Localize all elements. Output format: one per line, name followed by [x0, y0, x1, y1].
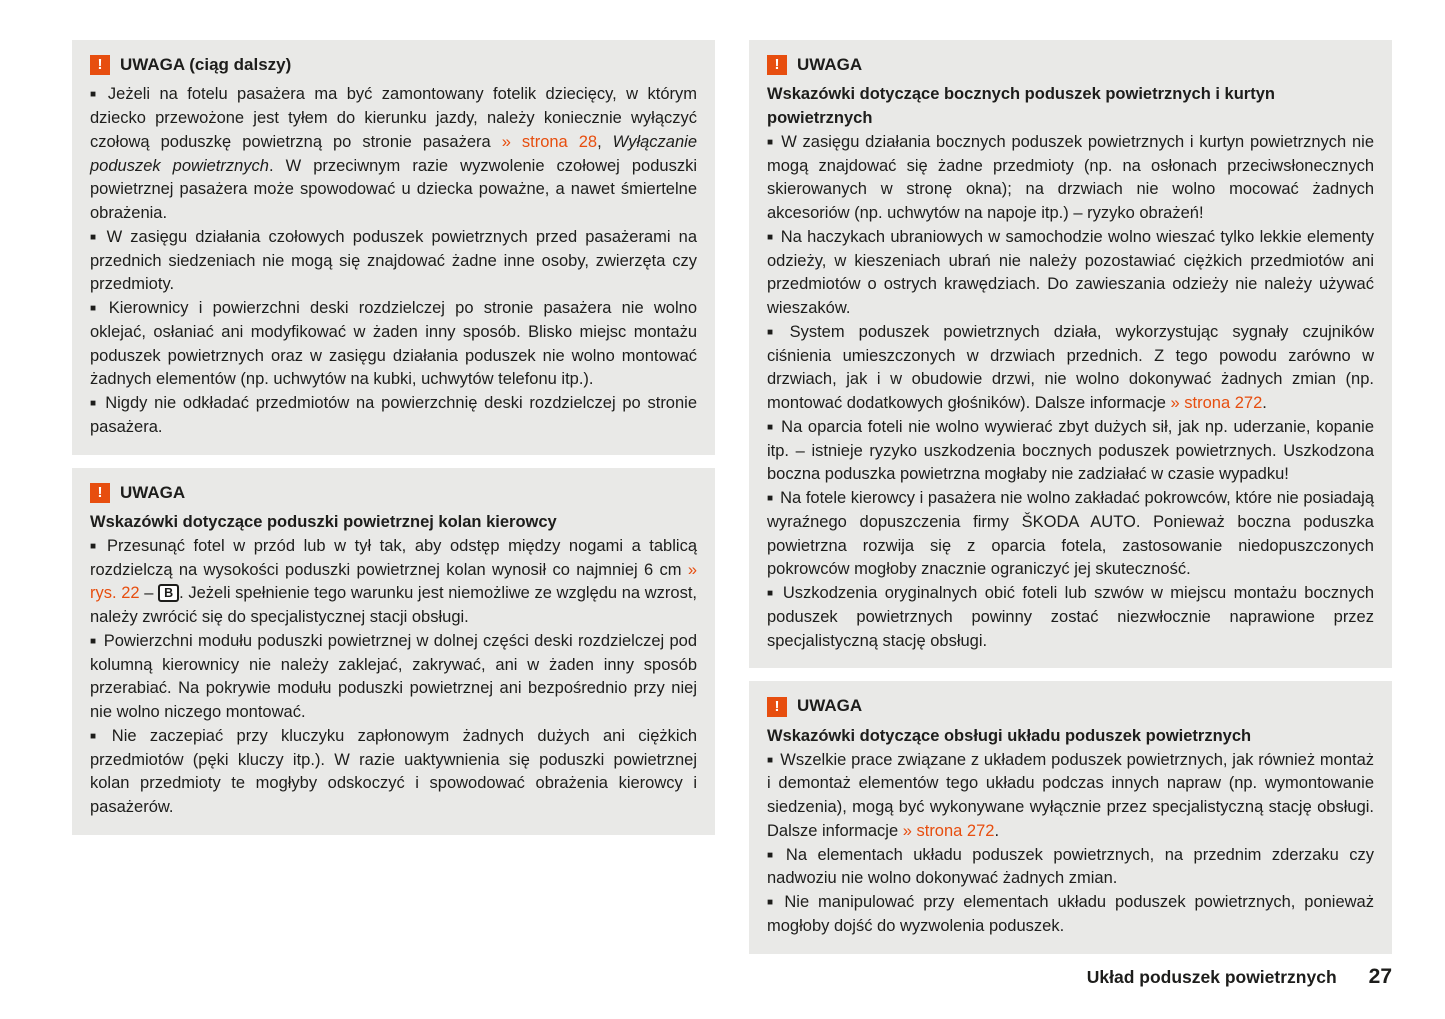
bullet-icon: ■ — [767, 897, 778, 909]
right-column — [749, 40, 1392, 967]
bullet-icon: ■ — [767, 231, 774, 243]
cross-reference-link[interactable]: » strona 272 — [1170, 394, 1263, 413]
boxed-callout-label: B — [158, 584, 179, 602]
warning-box-title: UWAGA — [797, 55, 863, 74]
bullet-icon: ■ — [90, 231, 100, 243]
text-run: . — [1262, 394, 1267, 413]
text-run: . W przeciwnym razie wyzwolenie czołowej poduszki powietrznej pasażera może spowodować u dziecka poważne, a nawet śmiertelne obrażenia. — [90, 156, 697, 223]
warning-box-title: UWAGA — [797, 696, 863, 716]
footer-section-title: Układ poduszek powietrznych — [1086, 967, 1337, 987]
text-run: W zasięgu działania czołowych poduszek powietrznych przed pasażerami na przednich siedzeniach nie mogą się znajdować żadne inne osoby, zwierzęta czy przedmioty. — [90, 227, 698, 294]
page-footer — [1087, 965, 1392, 989]
warning-box-header — [90, 481, 697, 505]
warning-box-title: UWAGA (ciąg dalszy) — [120, 55, 292, 74]
warning-box — [72, 40, 715, 455]
text-run: . — [994, 821, 1000, 840]
text-run: Przesunąć fotel w przód lub w tył tak, aby odstęp między nogami a tablicą rozdzielczą na wysokości poduszki powietrznej kolan wynosił co najmniej 6 cm — [90, 536, 697, 579]
cross-reference-link[interactable]: » rys. 22 — [90, 560, 697, 603]
text-run: Na elementach układu poduszek powietrznych, na przednim zderzaku czy nadwoziu nie wolno dokonywać żadnych zmian. — [767, 845, 1374, 888]
warning-box — [72, 468, 715, 835]
warning-box-heading: Wskazówki dotyczące obsługi układu poduszek powietrznych — [767, 726, 1252, 745]
bullet-item — [767, 582, 1374, 653]
bullet-item — [90, 630, 697, 725]
bullet-item — [767, 416, 1374, 487]
bullet-item — [767, 844, 1374, 892]
bullet-icon: ■ — [90, 303, 102, 315]
warning-box — [749, 681, 1392, 953]
bullet-icon: ■ — [767, 493, 774, 505]
text-run: Nie zaczepiać przy kluczyku zapłonowym żadnych dużych ani ciężkich przedmiotów (pęki kluczy itp.). W razie uaktywnienia się poduszki powietrznej kolan przedmioty te mogłyby odskoczyć i spowodować obrażenia kierowcy i pasażerów. — [90, 726, 697, 817]
text-run: Wszelkie prace związane z układem poduszek powietrznych, jak również montaż i demontaż elementów tego układu podczas innych napraw (np. wymontowanie siedzenia), mogą być wykonywane wyłącznie przez specjalistyczną stację obsługi. Dalsze informacje — [767, 750, 1375, 840]
warning-box-heading: Wskazówki dotyczące bocznych poduszek powietrznych i kurtyn powietrznych — [767, 85, 1275, 128]
text-run: , — [597, 132, 613, 151]
text-run: Na oparcia foteli nie wolno wywierać zbyt dużych sił, jak np. uderzanie, kopanie itp. – istnieje ryzyko uszkodzenia bocznych poduszek powietrznych. Uszkodzona boczna poduszka powietrzna mogłaby nie zadziałać w czasie wypadku! — [767, 417, 1375, 484]
bullet-item — [767, 226, 1374, 321]
bullet-item — [90, 83, 697, 226]
bullet-icon: ■ — [90, 635, 97, 647]
bullet-item — [767, 487, 1374, 582]
warning-icon: ! — [90, 55, 110, 75]
bullet-icon: ■ — [767, 326, 783, 338]
text-run: W zasięgu działania bocznych poduszek powietrznych i kurtyn powietrznych nie mogą znajdować się żadne przedmioty (np. na osłonach przeciwsłonecznych skierowanych w stronę okna); na drzwiach nie wolno mocować żadnych akcesoriów (np. uchwytów na napoje itp.) – ryzyko obrażeń! — [767, 132, 1374, 223]
warning-icon: ! — [767, 697, 787, 717]
text-run: Powierzchni modułu poduszki powietrznej w dolnej części deski rozdzielczej pod kolumną kierownicy nie należy zaklejać, zakrywać, ani w żaden inny sposób przerabiać. Na pokrywie modułu poduszki powietrznej ani bezpośrednio przy niej nie wolno niczego montować. — [90, 631, 698, 722]
warning-icon: ! — [90, 483, 110, 503]
bullet-icon: ■ — [90, 540, 101, 552]
warning-box-header — [767, 694, 1374, 718]
text-run: Na haczykach ubraniowych w samochodzie wolno wieszać tylko lekkie elementy odzieży, w kieszeniach ubrań nie należy pozostawiać ciężkich przedmiotów ani przedmiotów o ostrych krawędziach. Do zawieszania odzieży nie należy używać wieszaków. — [767, 227, 1374, 318]
cross-reference-link[interactable]: » strona 272 — [902, 821, 995, 840]
bullet-item — [90, 226, 697, 297]
bullet-item — [90, 535, 697, 630]
text-run: Na fotele kierowcy i pasażera nie wolno zakładać pokrowców, które nie posiadają wyraźnego dopuszczenia firmy ŠKODA AUTO. Ponieważ boczna poduszka powietrzna rozwija się z oparcia fotela, zastosowanie niedopuszczonych pokrowców mogłoby znacznie ograniczyć jej skuteczność. — [767, 489, 1374, 579]
bullet-item — [90, 297, 697, 392]
italic-reference: Wyłączanie poduszek powietrznych — [90, 132, 698, 175]
warning-box-title: UWAGA — [120, 482, 186, 502]
bullet-icon: ■ — [767, 136, 775, 148]
bullet-item — [767, 749, 1374, 844]
text-run: Kierownicy i powierzchni deski rozdzielczej po stronie pasażera nie wolno oklejać, osłaniać ani modyfikować w żaden inny sposób. Blisko miejsc montażu poduszek powietrznych oraz w zasięgu działania poduszek nie wolno montować żadnych elementów (np. uchwytów na kubki, uchwytów telefonu itp.). — [90, 299, 697, 389]
bullet-item — [767, 891, 1374, 939]
bullet-icon: ■ — [90, 730, 105, 742]
bullet-icon: ■ — [767, 754, 774, 766]
footer-page-number: 27 — [1368, 965, 1392, 988]
bullet-item — [767, 131, 1374, 226]
text-run: System poduszek powietrznych działa, wykorzystując sygnały czujników ciśnienia umieszczonych w drzwiach przednich. Z tego powodu zarówno w drzwiach, jak i w obudowie drzwi, nie wolno dokonywać żadnych zmian (np. montować dodatkowych głośników). Dalsze informacje — [767, 322, 1374, 413]
warning-box-header — [90, 53, 697, 77]
bullet-item — [767, 321, 1374, 416]
bullet-icon: ■ — [767, 421, 775, 433]
warning-box-header — [767, 53, 1374, 77]
warning-box-heading: Wskazówki dotyczące poduszki powietrznej kolan kierowcy — [90, 513, 557, 532]
text-run: Jeżeli na fotelu pasażera ma być zamontowany fotelik dziecięcy, w którym dziecko przewożone jest tyłem do kierunku jazdy, należy koniecznie wyłączyć czołową poduszkę powietrzną po stronie pasażera — [90, 85, 698, 151]
text-run: . Jeżeli spełnienie tego warunku jest niemożliwe ze względu na wzrost, należy zwrócić się do specjalistycznej stacji obsługi. — [90, 584, 697, 627]
bullet-icon: ■ — [767, 588, 776, 600]
left-column — [72, 40, 715, 967]
text-run: Nigdy nie odkładać przedmiotów na powierzchnię deski rozdzielczej po stronie pasażera. — [90, 394, 698, 436]
bullet-icon: ■ — [90, 398, 99, 410]
text-run: Nie manipulować przy elementach układu poduszek powietrznych, ponieważ mogłoby dojść do wyzwolenia poduszek. — [767, 893, 1374, 935]
bullet-item — [90, 725, 697, 820]
bullet-icon: ■ — [767, 849, 779, 861]
cross-reference-link[interactable]: » strona 28 — [501, 132, 598, 151]
text-run: – — [139, 584, 159, 603]
text-run: Uszkodzenia oryginalnych obić foteli lub szwów w miejscu montażu bocznych poduszek powietrznych powinny zostać niezwłocznie naprawione przez specjalistyczną stację obsługi. — [767, 584, 1374, 650]
bullet-icon: ■ — [90, 89, 101, 101]
warning-box — [749, 40, 1392, 668]
warning-icon: ! — [767, 55, 787, 75]
bullet-item — [90, 392, 697, 440]
